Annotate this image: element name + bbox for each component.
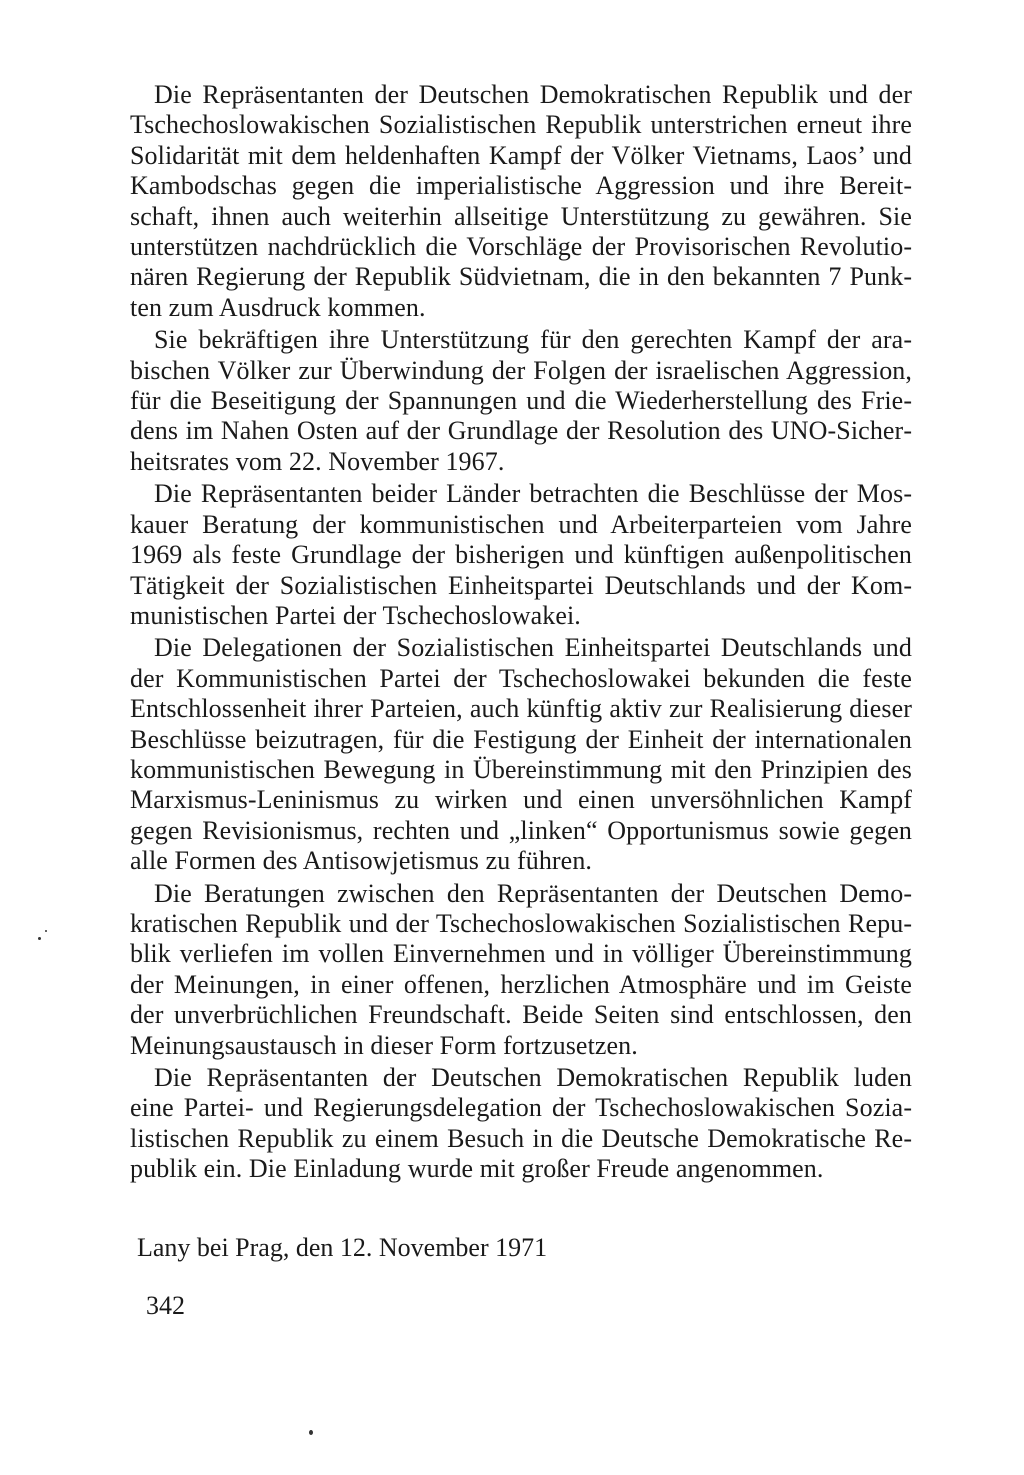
scan-speck <box>38 937 41 940</box>
date-line: Lany bei Prag, den 12. November 1971 <box>137 1233 548 1262</box>
paragraph: Die Repräsentanten der Deutschen Demokratischen Republik luden eine Partei- und Regierungsdelegation der Tschechoslowakischen Sozialistischen Republik zu einem Besuch in die Deutsche Demokratische Republik ein. Die Einladung wurde mit großer Freude angenommen. <box>130 1063 912 1184</box>
scan-speck <box>309 1430 313 1435</box>
page-number: 342 <box>146 1291 185 1320</box>
body-text <box>130 80 912 1187</box>
paragraph: Die Beratungen zwischen den Repräsentanten der Deutschen Demokratischen Republik und der Tschechoslowakischen Sozialistischen Republik verliefen im vollen Einvernehmen und in völliger Übereinstimmung der Meinungen, in einer offenen, herzlichen Atmosphäre und im Geiste der unverbrüchlichen Freundschaft. Beide Seiten sind entschlossen, den Meinungsaustausch in dieser Form fortzusetzen. <box>130 878 912 1060</box>
paragraph: Sie bekräftigen ihre Unterstützung für den gerechten Kampf der arabischen Völker zur Überwindung der Folgen der israelischen Aggression, für die Beseitigung der Spannungen und die Wiederherstellung des Friedens im Nahen Osten auf der Grundlage der Resolution des UNO-Sicherheitsrates vom 22. November 1967. <box>130 325 912 476</box>
paragraph: Die Repräsentanten der Deutschen Demokratischen Republik und der Tschechoslowakischen Sozialistischen Republik unterstrichen erneut ihre Solidarität mit dem heldenhaften Kampf der Völker Vietnams, Laos’ und Kambodschas gegen die imperialistische Aggression und ihre Bereitschaft, ihnen auch weiterhin allseitige Unterstützung zu gewähren. Sie unterstützen nachdrücklich die Vorschläge der Provisorischen Revolutionären Regierung der Republik Südvietnam, die in den bekannten 7 Punkten zum Ausdruck kommen. <box>130 80 912 322</box>
scan-speck <box>45 930 47 932</box>
paragraph: Die Delegationen der Sozialistischen Einheitspartei Deutschlands und der Kommunistischen Partei der Tschechoslowakei bekunden die feste Entschlossenheit ihrer Parteien, auch künftig aktiv zur Realisierung dieser Beschlüsse beizutragen, für die Festigung der Einheit der internationalen kommunistischen Bewegung in Übereinstimmung mit den Prinzipien des Marxismus-Leninismus zu wirken und einen unversöhnlichen Kampf gegen Revisionismus, rechten und „linken“ Opportunismus sowie gegen alle Formen des Antisowjetismus zu führen. <box>130 633 912 876</box>
paragraph: Die Repräsentanten beider Länder betrachten die Beschlüsse der Moskauer Beratung der kommunistischen und Arbeiterparteien vom Jahre 1969 als feste Grundlage der bisherigen und künftigen außenpolitischen Tätigkeit der Sozialistischen Einheitspartei Deutschlands und der Kommunistischen Partei der Tschechoslowakei. <box>130 479 912 630</box>
